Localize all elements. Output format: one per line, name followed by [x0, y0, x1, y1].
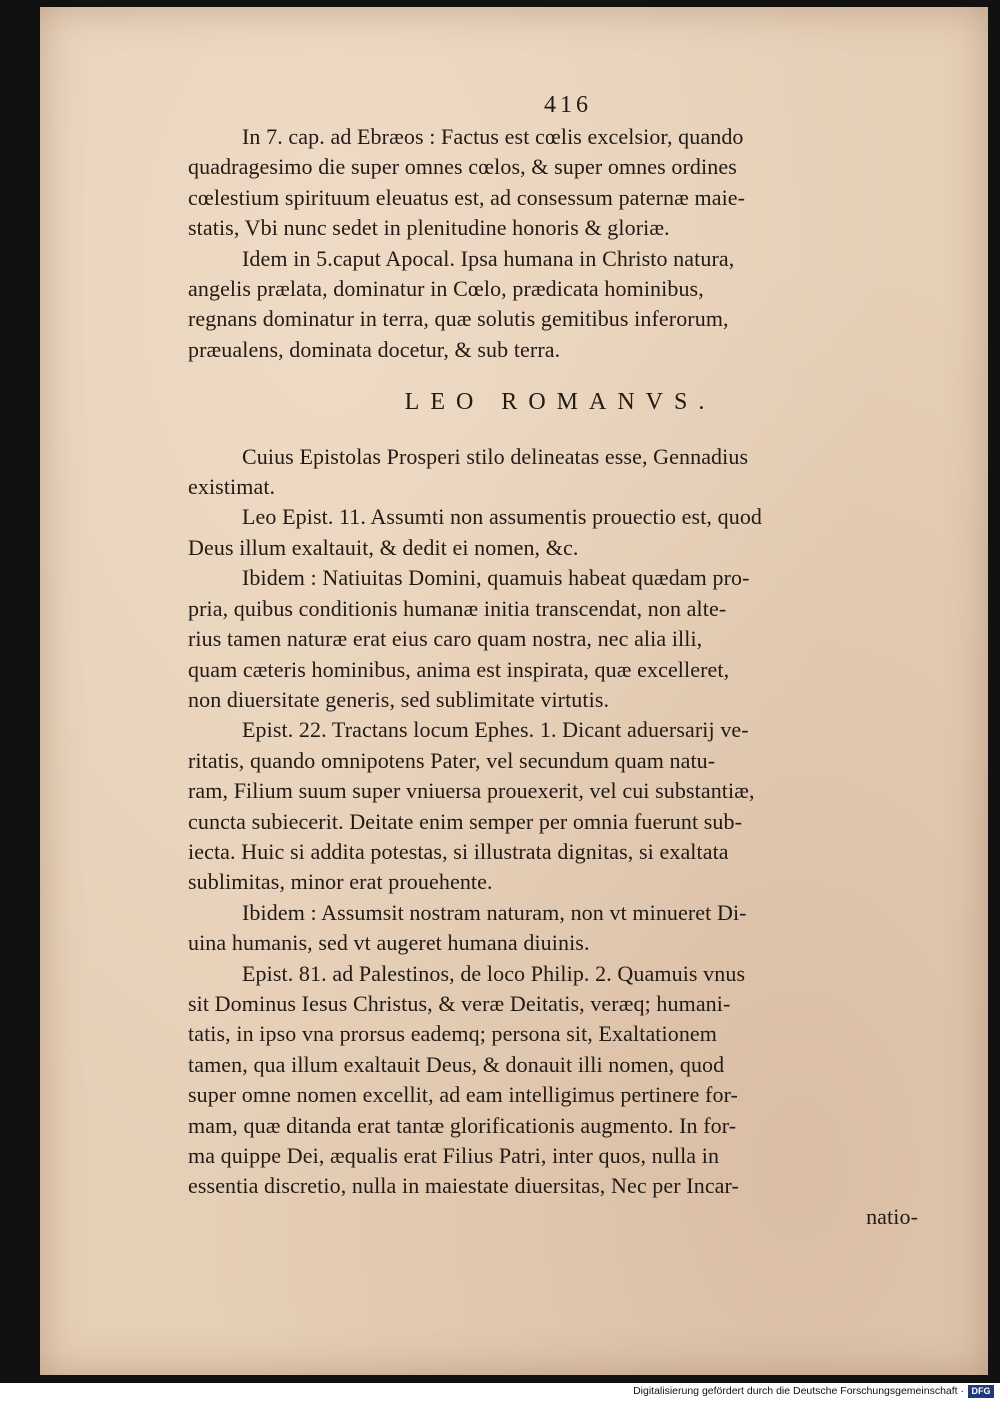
page-text [188, 88, 918, 1232]
text-line: mam, quæ ditanda erat tantæ glorificationis augmento. In for- [188, 1112, 737, 1138]
text-line: sublimitas, minor erat prouehente. [188, 869, 493, 895]
dfg-logo-icon: DFG [968, 1385, 994, 1398]
text-line: Cuius Epistolas Prosperi stilo delineatas esse, Gennadius [242, 443, 749, 469]
paragraph [188, 442, 918, 503]
paragraph [188, 122, 918, 244]
text-line: super omne nomen excellit, ad eam intelligimus pertinere for- [188, 1082, 738, 1108]
text-line: regnans dominatur in terra, quæ solutis gemitibus inferorum, [188, 306, 729, 332]
text-line: In 7. cap. ad Ebræos : Factus est cœlis excelsior, quando [242, 124, 744, 149]
text-line: Idem in 5.caput Apocal. Ipsa humana in Christo natura, [242, 245, 735, 271]
text-line: præualens, dominata docetur, & sub terra. [188, 336, 561, 362]
text-line: Epist. 22. Tractans locum Ephes. 1. Dicant aduersarij ve- [242, 717, 749, 743]
text-line: ma quippe Dei, æqualis erat Filius Patri, inter quos, nulla in [188, 1143, 720, 1168]
text-line: quadragesimo die super omnes cœlos, & super omnes ordines [188, 154, 737, 180]
paragraph [188, 898, 918, 959]
text-line: pria, quibus conditionis humanæ initia transcendat, non alte- [188, 595, 727, 621]
text-line: quam cæteris hominibus, anima est inspirata, quæ excelleret, [188, 656, 730, 682]
paragraph [188, 244, 918, 366]
text-line: Ibidem : Natiuitas Domini, quamuis habeat quædam pro- [242, 565, 750, 591]
text-line: existimat. [188, 474, 276, 500]
text-line: cuncta subiecerit. Deitate enim semper per omnia fuerunt sub- [188, 808, 743, 834]
text-line: ram, Filium suum super vniuersa prouexerit, vel cui substantiæ, [188, 778, 755, 804]
text-line: iecta. Huic si addita potestas, si illustrata dignitas, si exaltata [188, 838, 729, 864]
text-line: Deus illum exaltauit, & dedit ei nomen, &c. [188, 534, 579, 560]
text-line: angelis prælata, dominatur in Cœlo, prædicata hominibus, [188, 276, 704, 302]
footer-bar [0, 1383, 1000, 1401]
text-line: Epist. 81. ad Palestinos, de loco Philip. 2. Quamuis vnus [242, 960, 746, 986]
page-number: 416 [544, 92, 592, 118]
text-line: Ibidem : Assumsit nostram naturam, non vt minueret Di- [242, 899, 747, 925]
text-line: statis, Vbi nunc sedet in plenitudine honoris & gloriæ. [188, 215, 670, 241]
text-line: uina humanis, sed vt augeret humana diuinis. [188, 930, 590, 956]
paragraphs-before-heading [188, 122, 918, 365]
paragraph [188, 563, 918, 715]
text-line: tatis, in ipso vna prorsus eademq; persona sit, Exaltationem [188, 1021, 718, 1047]
text-line: tamen, qua illum exaltauit Deus, & donauit illi nomen, quod [188, 1051, 725, 1077]
funding-notice: Digitalisierung gefördert durch die Deutsche Forschungsgemeinschaft · [633, 1385, 964, 1397]
text-line: rius tamen naturæ erat eius caro quam nostra, nec alia illi, [188, 626, 703, 652]
paragraph [188, 959, 918, 1202]
text-line: sit Dominus Iesus Christus, & veræ Deitatis, veræq; humani- [188, 990, 731, 1016]
paragraph [188, 502, 918, 563]
catchword: natio- [866, 1203, 918, 1229]
text-line: ritatis, quando omnipotens Pater, vel secundum quam natu- [188, 747, 716, 773]
text-line: essentia discretio, nulla in maiestate diuersitas, Nec per Incar- [188, 1173, 739, 1199]
section-heading: LEO ROMANVS. [404, 389, 716, 416]
text-line: cœlestium spirituum eleuatus est, ad consessum paternæ maie- [188, 184, 746, 210]
paragraphs-after-heading [188, 442, 918, 1202]
text-line: Leo Epist. 11. Assumti non assumentis prouectio est, quod [242, 504, 763, 530]
paragraph [188, 715, 918, 897]
text-line: non diuersitate generis, sed sublimitate virtutis. [188, 686, 610, 712]
